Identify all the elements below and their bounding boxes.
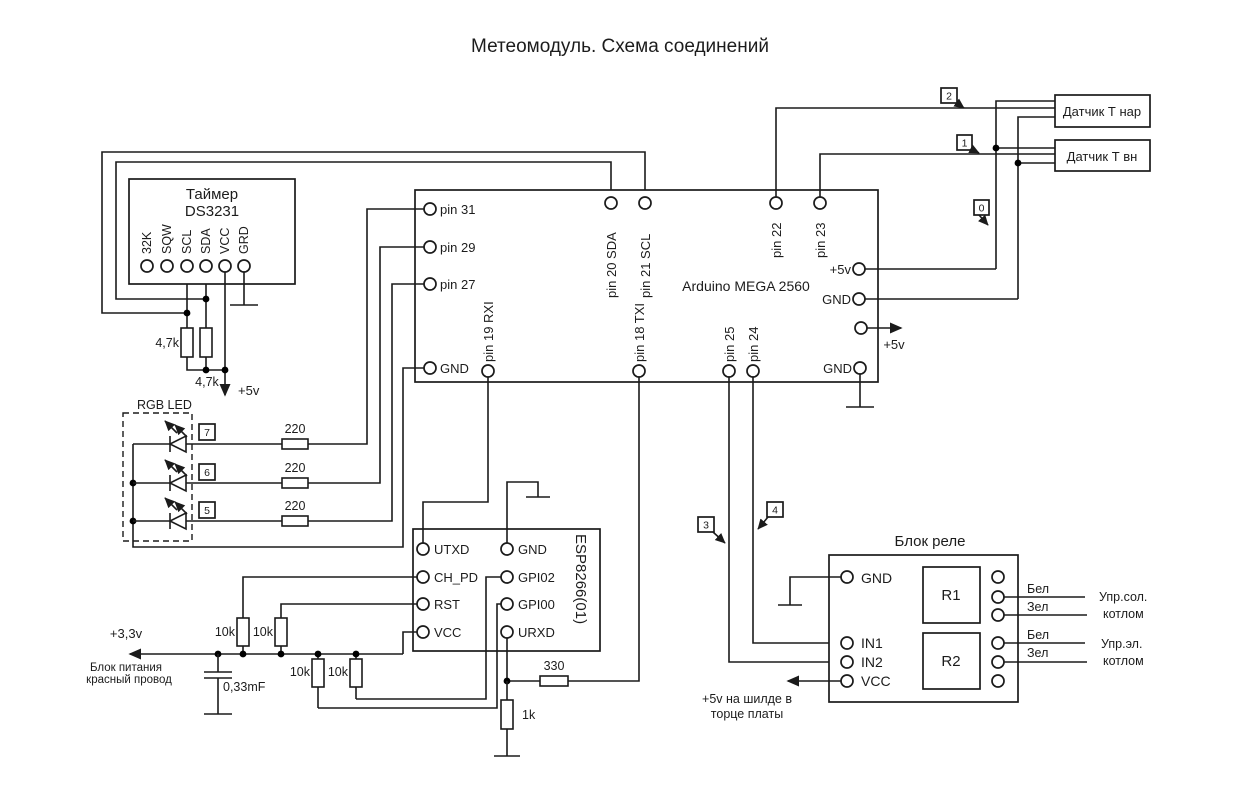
esp-pin-gpio2	[501, 571, 513, 583]
arduino-pin23	[814, 197, 826, 209]
resistor-led5-value: 220	[284, 499, 306, 513]
esp-pin-chpd	[417, 571, 429, 583]
arduino-gnd-right-label: GND	[822, 292, 851, 307]
junction-sda	[203, 296, 210, 303]
led7-ray2	[175, 425, 187, 437]
arduino-name: Arduino MEGA 2560	[682, 278, 810, 294]
esp8266-module	[215, 377, 639, 756]
timer-pin-label-scl: SCL	[180, 229, 194, 254]
wire-pin27-led5	[308, 284, 424, 521]
junction-gnd-sensor	[1015, 160, 1022, 167]
arduino-pin29-label: pin 29	[440, 240, 476, 255]
esp-vcc-label: VCC	[434, 625, 462, 640]
arduino-pin19	[482, 365, 494, 377]
arduino-pin22	[770, 197, 782, 209]
psu-label-1: Блок питания	[89, 662, 163, 674]
arduino-pin22-label: pin 22	[769, 222, 784, 258]
timer-pin-grd	[238, 260, 250, 272]
esp-pin-gnd	[501, 543, 513, 555]
resistor-led6	[282, 478, 308, 488]
relay-r1-label: R1	[941, 587, 961, 604]
esp-urxd-label: URXD	[518, 625, 555, 640]
relay-vcc-label: VCC	[861, 673, 891, 689]
timer-pin-label-vcc: VCC	[218, 227, 232, 254]
tag1-label: 1	[961, 137, 968, 150]
relay-vcc-note-1: +5v на шилде в	[702, 692, 792, 706]
resistor-led6-value: 220	[284, 461, 306, 475]
junction-r-gpio0	[315, 651, 322, 658]
timer-pin-sda	[200, 260, 212, 272]
wire-chpd	[243, 577, 417, 654]
led7-triangle	[170, 436, 186, 452]
junction-r-rst	[278, 651, 285, 658]
tag0-arrow	[979, 215, 988, 225]
relay-title: Блок реле	[894, 533, 966, 550]
esp-name: ESP8266(01)	[572, 534, 589, 625]
esp-utxd-label: UTXD	[434, 542, 470, 557]
resistor-rst	[275, 618, 287, 646]
timer-pin-sqw	[161, 260, 173, 272]
relay-in1-label: IN1	[861, 635, 883, 651]
timer-pin-label-grd: GRD	[237, 226, 251, 254]
resistor-330-value: 330	[543, 659, 565, 673]
arduino-pin31	[424, 203, 436, 215]
arduino-pin27-label: pin 27	[440, 277, 476, 292]
arduino-pin24-label: pin 24	[746, 326, 761, 362]
arduino-5v-out-label: +5v	[883, 337, 905, 352]
capacitor-value: 0,33mF	[223, 680, 266, 694]
resistor-scl-pullup	[181, 328, 193, 357]
wire-pin22-sensor	[776, 108, 1055, 197]
timer-pin-scl	[181, 260, 193, 272]
esp-pin-gpio0	[501, 598, 513, 610]
wire-rst	[281, 604, 417, 654]
resistor-led5	[282, 516, 308, 526]
timer-pin-32k	[141, 260, 153, 272]
relay-block	[702, 533, 1147, 721]
esp-pin-urxd	[501, 626, 513, 638]
relay-out2-c	[992, 675, 1004, 687]
sensor-outdoor-label: Датчик Т нар	[1062, 104, 1142, 119]
tag1-arrow	[971, 149, 979, 153]
relay-pin-in1	[841, 637, 853, 649]
resistor-gpio0-value: 10k	[289, 665, 310, 679]
arduino-pin25-label: pin 25	[722, 326, 737, 362]
arduino-pin27	[424, 278, 436, 290]
resistor-chpd	[237, 618, 249, 646]
tag4-arrow	[758, 517, 768, 529]
junction-rail2	[222, 367, 229, 374]
tag5-label: 5	[204, 505, 210, 517]
wire-pin31-led7	[308, 209, 424, 444]
resistor-led7	[282, 439, 308, 449]
timer-pin-label-32k: 32K	[140, 231, 154, 254]
resistor-gpio0	[312, 659, 324, 687]
led6-triangle	[170, 475, 186, 491]
relay-out1-caption-2: котлом	[1103, 607, 1144, 621]
resistor-330	[540, 676, 568, 686]
relay-r2-label: R2	[941, 653, 961, 670]
arduino-pin20	[605, 197, 617, 209]
tag4-label: 4	[772, 504, 778, 517]
junction-rail1	[203, 367, 210, 374]
p33v-label: +3,3v	[109, 626, 143, 641]
wire-5v-sensors	[865, 101, 1055, 269]
arduino-pin20-label: pin 20 SDA	[604, 232, 619, 298]
arduino-pin24	[747, 365, 759, 377]
relay-out1-a	[992, 571, 1004, 583]
junction-r-chpd	[240, 651, 247, 658]
resistor-chpd-value: 10k	[214, 625, 235, 639]
relay-pin-in2	[841, 656, 853, 668]
resistor-rst-value: 10k	[252, 625, 273, 639]
esp-pin-utxd	[417, 543, 429, 555]
relay-pin-gnd	[841, 571, 853, 583]
wire-color-4: Зел	[1027, 646, 1049, 660]
led-blue	[133, 498, 308, 529]
esp-rst-label: RST	[434, 597, 460, 612]
esp-gnd-label: GND	[518, 542, 547, 557]
arduino-pin18-label: pin 18 TXI	[632, 302, 647, 362]
resistor-scl-pullup-value: 4,7k	[155, 336, 179, 350]
tag2-label: 2	[946, 90, 952, 103]
resistor-sda-pullup-value: 4,7k	[195, 375, 219, 389]
arduino-gnd-left	[424, 362, 436, 374]
rgb-led-title: RGB LED	[137, 398, 192, 412]
resistor-gpio2	[350, 659, 362, 687]
page-title: Метеомодуль. Схема соединений	[471, 36, 769, 57]
timer-ds3231	[129, 179, 295, 398]
timer-name: Таймер	[185, 186, 239, 203]
sensor-indoor-label: Датчик Т вн	[1066, 149, 1138, 164]
tag0-label: 0	[978, 202, 985, 215]
esp-chpd-label: CH_PD	[434, 570, 479, 585]
resistor-led7-value: 220	[284, 422, 306, 436]
arduino-gnd-bottom-label: GND	[823, 361, 852, 376]
arduino-5v-label: +5v	[829, 262, 851, 277]
esp-pin-vcc	[417, 626, 429, 638]
relay-out2-caption-2: котлом	[1103, 654, 1144, 668]
esp-gpio0-label: GPI00	[518, 597, 555, 612]
junction-5v-sensor	[993, 145, 1000, 152]
timer-pin-label-sqw: SQW	[160, 224, 174, 254]
timer-pin-vcc	[219, 260, 231, 272]
arduino-pin25	[723, 365, 735, 377]
tag6-label: 6	[204, 467, 210, 479]
led-red	[133, 421, 308, 452]
relay-gnd-label: GND	[861, 570, 893, 586]
tag7-label: 7	[204, 427, 210, 439]
relay-pin-vcc	[841, 675, 853, 687]
resistor-sda-pullup	[200, 328, 212, 357]
sensor-outdoor	[1055, 95, 1150, 127]
relay-vcc-note-2: торце платы	[710, 707, 784, 721]
timer-5v-label: +5v	[238, 383, 260, 398]
led7-ray1	[165, 421, 177, 433]
junction-r-gpio2	[353, 651, 360, 658]
led5-ray1	[165, 498, 177, 510]
relay-out1-b	[992, 591, 1004, 603]
arduino-pin19-label: pin 19 RXI	[481, 301, 496, 362]
esp-gpio2-label: GPI02	[518, 570, 555, 585]
junction-scl	[184, 310, 191, 317]
arduino-5v-pin	[853, 263, 865, 275]
esp-pin-rst	[417, 598, 429, 610]
relay-in2-label: IN2	[861, 654, 883, 670]
resistor-gpio2-value: 10k	[327, 665, 348, 679]
relay-out2-caption-1: Упр.эл.	[1101, 637, 1143, 651]
led-green	[133, 460, 308, 491]
arduino-mega	[415, 190, 905, 407]
relay-out2-b	[992, 656, 1004, 668]
arduino-5v-out-pin	[855, 322, 867, 334]
relay-control-wires	[729, 377, 841, 662]
arduino-pin18	[633, 365, 645, 377]
tag3-label: 3	[703, 519, 709, 532]
relay-out2-a	[992, 637, 1004, 649]
timer-pin-label-sda: SDA	[199, 228, 213, 254]
psu-label-2: красный провод	[86, 674, 172, 686]
sensor-indoor	[1055, 140, 1150, 171]
led5-triangle	[170, 513, 186, 529]
led6-ray2	[175, 464, 187, 476]
resistor-1k	[501, 700, 513, 729]
arduino-gnd-bottom-pin	[854, 362, 866, 374]
resistor-1k-value: 1k	[522, 708, 536, 722]
relay-out1-caption-1: Упр.сол.	[1099, 590, 1148, 604]
wire-pin19-utxd	[423, 377, 488, 543]
wire-color-1: Бел	[1027, 582, 1050, 596]
led6-ray1	[165, 460, 177, 472]
arduino-gnd-right-pin	[853, 293, 865, 305]
wire-color-3: Бел	[1027, 628, 1050, 642]
wire-pin29-led6	[308, 247, 424, 483]
arduino-pin21-label: pin 21 SCL	[638, 233, 653, 298]
wire-color-2: Зел	[1027, 600, 1049, 614]
timer-model: DS3231	[184, 203, 240, 220]
arduino-gnd-left-label: GND	[440, 361, 469, 376]
arduino-pin23-label: pin 23	[813, 222, 828, 258]
wire-pin25-in2	[729, 377, 841, 662]
arduino-pin21	[639, 197, 651, 209]
arduino-pin31-label: pin 31	[440, 202, 476, 217]
led5-ray2	[175, 502, 187, 514]
tag3-arrow	[713, 532, 725, 543]
relay-out1-c	[992, 609, 1004, 621]
arduino-pin29	[424, 241, 436, 253]
